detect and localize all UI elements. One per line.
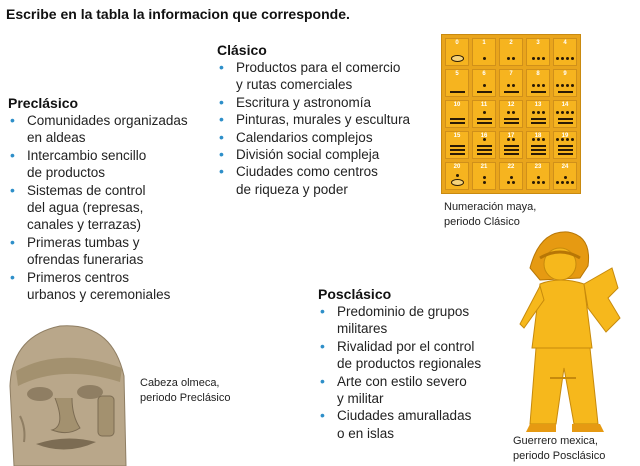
preclasico-title: Preclásico xyxy=(8,95,79,111)
list-item xyxy=(318,407,508,442)
maya-dot xyxy=(483,84,486,87)
maya-dot xyxy=(566,181,569,184)
maya-dot xyxy=(542,57,545,60)
maya-bar xyxy=(558,153,573,155)
list-item xyxy=(8,182,208,234)
maya-numeral-label: 16 xyxy=(480,133,488,139)
maya-dot xyxy=(556,111,559,114)
list-item-line: • Intercambio sencillo xyxy=(27,147,147,163)
olmeca-caption-line1: Cabeza olmeca, xyxy=(140,377,220,389)
maya-numeral-cell xyxy=(526,69,550,97)
list-item-line: urbanos y ceremoniales xyxy=(27,287,171,303)
maya-bar xyxy=(531,118,546,120)
maya-bar xyxy=(477,91,492,93)
list-item-line: y rutas comerciales xyxy=(236,77,353,93)
list-item-line: de productos xyxy=(27,165,106,181)
maya-numeral-label: 17 xyxy=(507,133,515,139)
maya-numeral-label: 19 xyxy=(561,133,569,139)
maya-dot xyxy=(483,176,486,179)
maya-dot xyxy=(532,84,535,87)
maya-dot xyxy=(566,84,569,87)
maya-numeral-label: 10 xyxy=(453,102,461,108)
maya-bar xyxy=(531,122,546,124)
maya-bar xyxy=(477,149,492,151)
guerrero-caption xyxy=(513,434,605,464)
maya-numeral-chart xyxy=(441,34,581,194)
maya-numeral-cell xyxy=(553,69,577,97)
maya-dot xyxy=(532,111,535,114)
list-item-line: ofrendas funerarias xyxy=(27,252,144,268)
maya-dot xyxy=(561,84,564,87)
maya-numeral-cell xyxy=(445,38,469,66)
maya-bar xyxy=(531,91,546,93)
maya-dot xyxy=(512,111,515,114)
list-item-line: • Comunidades organizadas xyxy=(27,113,188,128)
maya-dot xyxy=(532,181,535,184)
maya-dot xyxy=(483,181,486,184)
maya-bar xyxy=(477,145,492,147)
maya-dot xyxy=(571,181,574,184)
maya-dot xyxy=(566,57,569,60)
maya-bar xyxy=(450,153,465,155)
list-item-line: • División social compleja xyxy=(236,147,380,163)
maya-bar xyxy=(477,153,492,155)
list-item-line: • Ciudades como centros xyxy=(236,164,378,180)
maya-numeral-cell xyxy=(472,69,496,97)
maya-dot xyxy=(537,181,540,184)
maya-numeral-label: 5 xyxy=(455,71,459,77)
maya-numeral-label: 15 xyxy=(453,133,461,139)
maya-numeral-cell xyxy=(553,38,577,66)
list-item-line: o en islas xyxy=(337,425,395,441)
maya-numeral-label: 6 xyxy=(482,71,486,77)
olmec-head-image xyxy=(0,316,130,466)
maya-numeral-label: 23 xyxy=(534,164,542,170)
list-item-line: • Primeros centros xyxy=(27,269,130,285)
maya-bar xyxy=(558,118,573,120)
maya-numeral-cell xyxy=(499,38,523,66)
maya-numeral-label: 13 xyxy=(534,102,542,108)
list-item xyxy=(318,373,508,408)
maya-numeral-cell xyxy=(526,100,550,128)
maya-numeral-cell xyxy=(526,38,550,66)
maya-dot xyxy=(571,57,574,60)
list-item xyxy=(8,269,208,304)
maya-dot xyxy=(512,181,515,184)
maya-caption-line2: periodo Clásico xyxy=(444,216,520,228)
maya-dot xyxy=(556,57,559,60)
maya-dot xyxy=(571,111,574,114)
maya-dot xyxy=(532,57,535,60)
maya-numeral-cell xyxy=(499,69,523,97)
maya-dot xyxy=(537,57,540,60)
maya-dot xyxy=(507,84,510,87)
maya-bar xyxy=(531,153,546,155)
maya-numeral-label: 0 xyxy=(455,40,459,46)
list-item xyxy=(8,147,208,182)
maya-numeral-label: 4 xyxy=(563,40,567,46)
maya-caption xyxy=(444,200,536,230)
maya-numeral-label: 21 xyxy=(480,164,488,170)
maya-numeral-cell xyxy=(445,100,469,128)
list-item xyxy=(217,94,432,111)
posclasico-title: Posclásico xyxy=(318,286,392,302)
maya-shell-glyph xyxy=(451,179,464,186)
list-item-line: de riqueza y poder xyxy=(236,181,348,197)
maya-numeral-cell xyxy=(499,100,523,128)
list-item-line: • Productos para el comercio xyxy=(236,60,401,75)
list-item-line: • Ciudades amuralladas xyxy=(337,408,472,424)
list-item xyxy=(8,234,208,269)
list-item-line: canales y terrazas) xyxy=(27,217,142,233)
maya-dot xyxy=(510,176,513,179)
maya-numeral-cell xyxy=(472,38,496,66)
maya-numeral-label: 9 xyxy=(563,71,567,77)
maya-numeral-label: 14 xyxy=(561,102,569,108)
maya-bar xyxy=(450,149,465,151)
list-item-line: • Calendarios complejos xyxy=(236,129,373,145)
list-item-line: • Arte con estilo severo xyxy=(337,373,467,389)
maya-dot xyxy=(542,111,545,114)
maya-bar xyxy=(477,122,492,124)
maya-dot xyxy=(556,84,559,87)
list-item xyxy=(318,338,508,373)
maya-dot xyxy=(537,176,540,179)
olmeca-caption-line2: periodo Preclásico xyxy=(140,392,231,404)
maya-dot xyxy=(507,111,510,114)
maya-bar xyxy=(504,91,519,93)
maya-dot xyxy=(456,174,459,177)
maya-dot xyxy=(512,57,515,60)
maya-bar xyxy=(558,91,573,93)
list-item-line: militares xyxy=(337,321,388,337)
maya-bar xyxy=(450,122,465,124)
olmeca-caption xyxy=(140,376,231,406)
clasico-list xyxy=(217,59,432,198)
maya-dot xyxy=(556,181,559,184)
list-item-line: • Rivalidad por el control xyxy=(337,338,475,354)
maya-dot xyxy=(571,84,574,87)
maya-numeral-cell xyxy=(553,131,577,159)
maya-numeral-cell xyxy=(526,162,550,190)
list-item-line: y militar xyxy=(337,391,384,407)
list-item-line: en aldeas xyxy=(27,130,86,146)
maya-numeral-cell xyxy=(445,69,469,97)
maya-shell-glyph xyxy=(451,55,464,62)
maya-bar xyxy=(504,153,519,155)
list-item-line: • Sistemas de control xyxy=(27,182,146,198)
maya-numeral-cell xyxy=(526,131,550,159)
maya-bar xyxy=(504,118,519,120)
list-item-line: • Predominio de grupos xyxy=(337,304,470,319)
maya-bar xyxy=(450,118,465,120)
maya-dot xyxy=(542,181,545,184)
maya-bar xyxy=(504,145,519,147)
clasico-title: Clásico xyxy=(217,42,267,58)
list-item-line: • Primeras tumbas y xyxy=(27,234,140,250)
maya-dot xyxy=(561,181,564,184)
maya-bar xyxy=(504,149,519,151)
maya-bar xyxy=(558,145,573,147)
maya-numeral-cell xyxy=(472,162,496,190)
list-item xyxy=(217,129,432,146)
maya-dot xyxy=(566,111,569,114)
maya-dot xyxy=(483,57,486,60)
maya-numeral-cell xyxy=(499,162,523,190)
instruction-text: Escribe en la tabla la informacion que corresponde. xyxy=(6,6,350,22)
maya-dot xyxy=(507,57,510,60)
maya-dot xyxy=(542,84,545,87)
maya-numeral-cell xyxy=(472,131,496,159)
maya-dot xyxy=(483,111,486,114)
maya-numeral-cell xyxy=(553,100,577,128)
guerrero-caption-line2: periodo Posclásico xyxy=(513,450,606,462)
maya-bar xyxy=(450,145,465,147)
maya-numeral-label: 8 xyxy=(536,71,540,77)
mexica-warrior-image xyxy=(510,228,630,438)
list-item-line: • Escritura y astronomía xyxy=(236,94,372,110)
maya-numeral-label: 24 xyxy=(561,164,569,170)
maya-numeral-label: 3 xyxy=(536,40,540,46)
maya-bar xyxy=(504,122,519,124)
maya-bar xyxy=(477,118,492,120)
maya-bar xyxy=(531,145,546,147)
posclasico-list xyxy=(318,303,508,442)
maya-bar xyxy=(531,149,546,151)
list-item-line: de productos regionales xyxy=(337,356,482,372)
maya-numeral-cell xyxy=(553,162,577,190)
maya-numeral-cell xyxy=(445,162,469,190)
maya-dot xyxy=(537,84,540,87)
maya-numeral-label: 22 xyxy=(507,164,515,170)
list-item xyxy=(217,146,432,163)
maya-bar xyxy=(558,122,573,124)
maya-dot xyxy=(512,84,515,87)
maya-numeral-label: 11 xyxy=(480,102,488,108)
maya-bar xyxy=(558,149,573,151)
list-item-line: • Pinturas, murales y escultura xyxy=(236,112,411,128)
maya-numeral-label: 18 xyxy=(534,133,542,139)
maya-dot xyxy=(507,181,510,184)
maya-caption-line1: Numeración maya, xyxy=(444,201,537,213)
list-item xyxy=(8,112,208,147)
list-item-line: del agua (represas, xyxy=(27,200,144,216)
list-item xyxy=(217,163,432,198)
list-item xyxy=(318,303,508,338)
maya-numeral-label: 12 xyxy=(507,102,515,108)
maya-bar xyxy=(450,91,465,93)
maya-dot xyxy=(564,176,567,179)
maya-numeral-label: 20 xyxy=(453,164,461,170)
maya-numeral-label: 2 xyxy=(509,40,513,46)
maya-numeral-label: 7 xyxy=(509,71,513,77)
list-item xyxy=(217,111,432,128)
maya-dot xyxy=(561,57,564,60)
preclasico-list xyxy=(8,112,208,303)
maya-numeral-cell xyxy=(472,100,496,128)
maya-numeral-label: 1 xyxy=(482,40,486,46)
list-item xyxy=(217,59,432,94)
guerrero-caption-line1: Guerrero mexica, xyxy=(513,435,598,447)
maya-dot xyxy=(561,111,564,114)
maya-numeral-cell xyxy=(499,131,523,159)
maya-dot xyxy=(537,111,540,114)
maya-numeral-cell xyxy=(445,131,469,159)
